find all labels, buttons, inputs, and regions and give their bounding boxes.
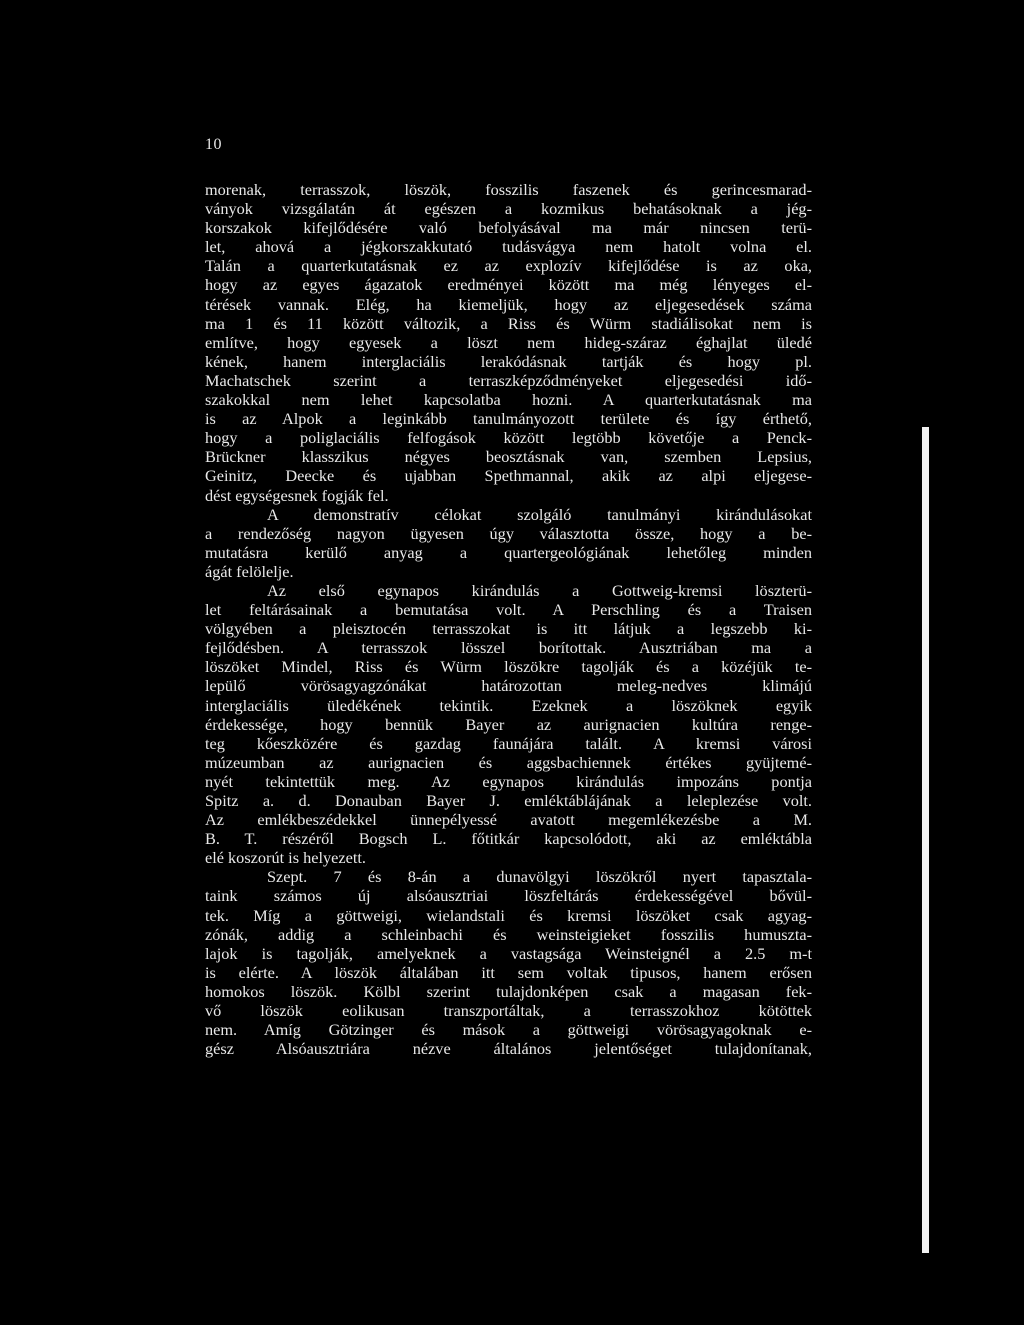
text-line: teg kőeszközére és gazdag faunájára talált. A kremsi városi [205,733,812,753]
text-line: hogy az egyes ágazatok eredményei között ma még lényeges el- [205,275,812,295]
text-line: Szept. 7 és 8-án a dunavölgyi löszökről nyert tapasztala- [267,867,812,887]
text-line: mutatásra kerülő anyag a quartergeológiának lehetőleg minden [205,542,812,562]
text-line: lajok is tagolják, amelyeknek a vastagsága Weinsteignél a 2.5 m-t [205,943,812,963]
text-line: érdekessége, hogy bennük Bayer az aurignacien kultúra renge- [205,714,812,734]
text-line: is az Alpok a leginkább tanulmányozott területe és így érthető, [205,409,812,429]
text-line: szakokkal nem lehet kapcsolatba hozni. A quarterkutatásnak ma [205,390,812,410]
text-line: völgyében a pleisztocén terrasszokat is itt látjuk a legszebb ki- [205,619,812,639]
text-line: nem. Amíg Götzinger és mások a göttweigi vörösagyagoknak e- [205,1020,812,1040]
body-text [205,180,812,1058]
text-line: említve, hogy egyesek a löszt nem hideg-száraz éghajlat üledé [205,332,812,352]
text-line: múzeumban az aurignacien és aggsbachiennek értékes gyüjtemé- [205,752,812,772]
text-line: B. T. részéről Bogsch L. főtitkár kapcsolódott, aki az emléktábla [205,829,812,849]
text-line: Spitz a. d. Donauban Bayer J. emléktáblájának a leleplezése volt. [205,791,812,810]
text-line: homokos löszök. Kölbl szerint tulajdonképen csak a magasan fek- [205,981,812,1001]
text-line: let feltárásainak a bemutatása volt. A Perschling és a Traisen [205,600,812,620]
text-line: gész Alsóausztriára nézve általános jelentőséget tulajdonítanak, [205,1039,812,1059]
text-line: Talán a quarterkutatásnak ez az explozív kifejlődése is az oka, [205,256,812,276]
text-line: taink számos új alsóausztriai löszfeltárás érdekességével bővül- [205,886,812,906]
text-line: a rendezőség nagyon ügyesen úgy választotta össze, hogy a be- [205,523,812,543]
text-line: térések vannak. Elég, ha kiemeljük, hogy az eljegesedések száma [205,294,812,314]
text-line: Az első egynapos kirándulás a Gottweig-kremsi löszterü- [267,580,812,600]
text-line: A demonstratív célokat szolgáló tanulmányi kirándulásokat [267,504,812,524]
margin-bar [922,427,929,1253]
text-line: lepülő vörösagyagzónákat határozottan meleg-nedves klimájú [205,676,812,696]
text-line: ágát felölelje. [205,561,294,581]
text-line: hogy a poliglaciális felfogások között legtöbb követője a Penck- [205,428,812,448]
text-line: Brückner klasszikus négyes beosztásnak van, szemben Lepsius, [205,447,812,467]
text-line: dést egységesnek fogják fel. [205,485,389,505]
text-line: nyét tekintettük meg. Az egynapos kirándulás impozáns pontja [205,771,812,791]
text-line: elé koszorút is helyezett. [205,848,366,868]
text-line: kének, hanem interglaciális lerakódásnak tartják és hogy pl. [205,351,812,371]
text-line: ványok vizsgálatán át egészen a kozmikus behatásoknak a jég- [205,199,812,219]
text-line: is elérte. A löszök általában itt sem voltak tipusos, hanem erősen [205,962,812,982]
text-line: korszakok kifejlődésére való befolyásával ma már nincsen terü- [205,218,812,238]
page-number: 10 [205,136,222,153]
text-line: tek. Míg a göttweigi, wielandstali és kremsi löszöket csak agyag- [205,905,812,925]
text-line: löszöket Mindel, Riss és Würm löszökre tagolják és a közéjük te- [205,657,812,677]
text-line: zónák, addig a schleinbachi és weinsteigieket fosszilis humuszta- [205,924,812,944]
text-line: Az emlékbeszédekkel ünnepélyessé avatott megemlékezésbe a M. [205,810,812,830]
text-line: Machatschek szerint a terraszképződményeket eljegesedési idő- [205,370,812,390]
text-line: let, ahová a jégkorszakkutató tudásvágya nem hatolt volna el. [205,237,812,257]
text-line: Geinitz, Deecke és ujabban Spethmannal, akik az alpi eljegese- [205,466,812,486]
text-line: fejlődésben. A terrasszok lösszel borítottak. Ausztriában ma a [205,638,812,658]
text-line: ma 1 és 11 között változik, a Riss és Würm stadiálisokat nem is [205,313,812,333]
text-line: interglaciális üledékének tekintik. Ezeknek a löszöknek egyik [205,695,812,715]
text-line: morenak, terrasszok, löszök, fosszilis faszenek és gerincesmarad- [205,180,812,199]
text-line: vő löszök eolikusan transzportáltak, a terrasszokhoz kötöttek [205,1001,812,1021]
